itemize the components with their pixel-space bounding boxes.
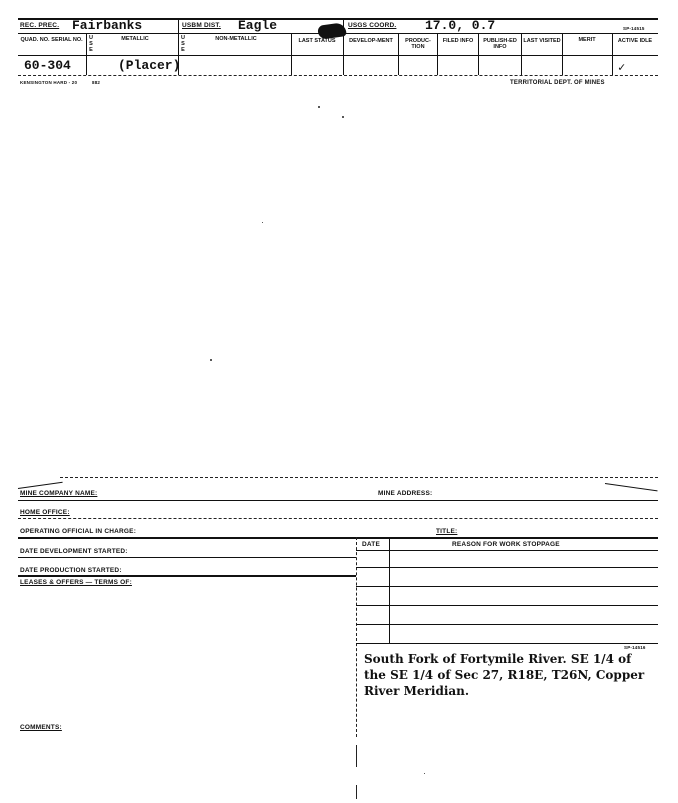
location-note-line: the SE 1/4 of Sec 27, R18E, T26N, Copper	[364, 668, 645, 682]
location-note-line: River Meridian.	[364, 684, 470, 698]
col-quad-no: QUAD. NO.	[20, 37, 50, 43]
col-merit: MERIT	[578, 37, 596, 43]
col-production: PRODUC-TION	[405, 38, 431, 50]
location-note	[364, 651, 644, 699]
usgs-coord-label: USGS COORD.	[348, 22, 397, 29]
col-serial-no: SERIAL NO.	[51, 37, 83, 43]
type-value: (Placer)	[118, 58, 181, 73]
col-published-info: PUBLISH-ED INFO	[483, 38, 517, 50]
footer-strip-right: TERRITORIAL DEPT. OF MINES	[510, 80, 605, 86]
rec-prec-value: Fairbanks	[72, 18, 143, 33]
location-note-line: South Fork of Fortymile River. SE 1/4 of	[364, 652, 632, 666]
usgs-coord-value: 17.0, 0.7	[425, 18, 496, 33]
home-office-label: HOME OFFICE:	[20, 509, 70, 516]
form-number-bottom: SP-14516	[624, 645, 646, 650]
mine-address-label: MINE ADDRESS:	[378, 490, 433, 497]
col-development: DEVELOP-MENT	[349, 38, 393, 44]
stoppage-date-header: DATE	[362, 541, 381, 548]
date-development-started-label: DATE DEVELOPMENT STARTED:	[20, 548, 128, 555]
col-last-visited: LAST VISITED	[523, 38, 561, 44]
col-use-2: U S E	[181, 35, 185, 53]
col-use-1: U S E	[89, 35, 93, 53]
title-label: TITLE:	[436, 528, 458, 535]
active-idle-mark: ✓	[618, 61, 626, 75]
col-filed-info: FILED INFO	[442, 38, 474, 44]
form-number-top: SP-14515	[623, 26, 645, 31]
stoppage-reason-header: REASON FOR WORK STOPPAGE	[452, 541, 560, 548]
footer-strip-left: KENSINGTON HARD - 20	[20, 80, 78, 85]
usbm-dist-label: USBM DIST.	[182, 22, 221, 29]
col-non-metallic: NON-METALLIC	[215, 36, 257, 42]
mine-company-name-label: MINE COMPANY NAME:	[20, 490, 98, 497]
quad-serial-value: 60-304	[24, 58, 71, 73]
col-active-idle: ACTIVE IDLE	[617, 38, 653, 44]
col-last-status: LAST STATUS	[298, 38, 336, 44]
usbm-dist-value: Eagle	[238, 18, 278, 33]
col-metallic: METALLIC	[121, 36, 149, 42]
operating-official-label: OPERATING OFFICIAL IN CHARGE:	[20, 528, 137, 535]
date-production-started-label: DATE PRODUCTION STARTED:	[20, 567, 122, 574]
footer-strip-code: 882	[92, 80, 101, 85]
leases-offers-label: LEASES & OFFERS — TERMS OF:	[20, 579, 132, 586]
rec-prec-label: REC. PREC.	[20, 22, 60, 29]
comments-label: COMMENTS:	[20, 724, 62, 731]
